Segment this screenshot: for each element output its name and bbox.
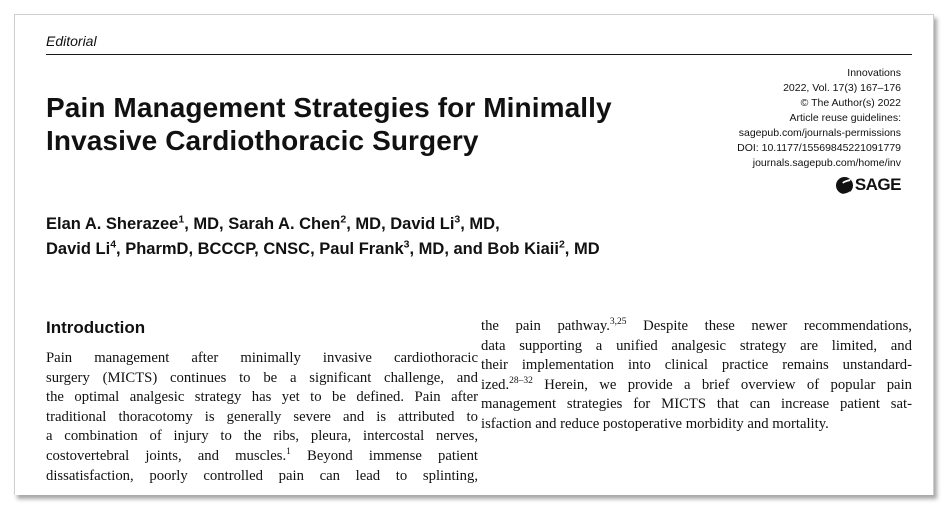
article-title-line-2: Invasive Cardiothoracic Surgery <box>46 125 479 156</box>
author-degree: , MD, and <box>409 240 488 258</box>
journal-url[interactable]: journals.sagepub.com/home/inv <box>752 157 901 169</box>
body-line <box>481 317 912 337</box>
sage-logo <box>836 175 901 195</box>
body-text: costovertebral joints, and muscles. <box>46 447 287 464</box>
author-name[interactable]: David Li <box>46 240 111 258</box>
body-line: the optimal analgesic strategy has yet to be defined. Pain after <box>46 389 478 406</box>
body-line: traditional thoracotomy is generally severe and is attributed to <box>46 408 478 425</box>
article-page <box>14 14 934 495</box>
right-column <box>481 317 912 435</box>
citation-ref[interactable]: 3,25 <box>609 317 627 328</box>
left-column <box>46 317 478 486</box>
citation-ref[interactable]: 1 <box>286 447 291 458</box>
right-column-body <box>481 317 912 435</box>
author-degree: , PharmD, BCCCP, CNSC, <box>116 240 320 258</box>
author-degree: , MD, <box>460 215 500 233</box>
body-text: Beyond immense patient <box>290 447 478 464</box>
author-line-2 <box>46 237 746 262</box>
body-line <box>46 447 478 467</box>
doi[interactable]: DOI: 10.1177/15569845221091779 <box>737 142 901 154</box>
author-degree: , MD <box>564 240 600 258</box>
reuse-label: Article reuse guidelines: <box>789 112 901 124</box>
affiliation-ref[interactable]: 1 <box>178 213 185 226</box>
body-text: ized. <box>481 376 510 393</box>
body-text: Herein, we provide a brief overview of popular pain <box>532 376 912 393</box>
article-title-line-1: Pain Management Strategies for Minimally <box>46 92 612 123</box>
author-name[interactable]: Elan A. Sherazee <box>46 215 179 233</box>
sage-logo-text: SAGE <box>854 175 901 194</box>
body-text: isfaction and reduce postoperative morbidity and mortality. <box>481 415 829 432</box>
body-text: the pain pathway. <box>481 318 610 334</box>
body-line <box>481 376 912 396</box>
copyright: © The Author(s) 2022 <box>800 97 901 109</box>
body-line <box>481 356 912 376</box>
body-line: surgery (MICTS) continues to be a significant challenge, and <box>46 369 478 386</box>
body-line <box>481 395 912 415</box>
body-line: dissatisfaction, poorly controlled pain can lead to splinting, <box>46 467 478 484</box>
author-degree: , MD, <box>346 215 391 233</box>
affiliation-ref[interactable]: 4 <box>110 238 117 251</box>
affiliation-ref[interactable]: 3 <box>403 238 410 251</box>
author-name[interactable]: David Li <box>390 215 455 233</box>
body-text: Despite these newer recommendations, <box>626 318 912 334</box>
affiliation-ref[interactable]: 2 <box>558 238 565 251</box>
citation-ref[interactable]: 28–32 <box>509 375 533 386</box>
author-name[interactable]: Sarah A. Chen <box>228 215 341 233</box>
article-title <box>46 91 686 157</box>
author-line-1 <box>46 212 746 237</box>
body-line: Pain management after minimally invasive cardiothoracic <box>46 350 478 366</box>
affiliation-ref[interactable]: 2 <box>340 213 347 226</box>
body-line <box>481 337 912 357</box>
body-line: a combination of injury to the ribs, pleura, intercostal nerves, <box>46 428 478 445</box>
section-label: Editorial <box>46 33 97 49</box>
body-text: management strategies for MICTS that can increase patient sat- <box>481 396 912 413</box>
affiliation-ref[interactable]: 3 <box>454 213 461 226</box>
section-heading-introduction: Introduction <box>46 318 146 337</box>
journal-meta <box>661 66 901 171</box>
body-line <box>481 415 912 435</box>
sage-s-icon <box>836 177 853 194</box>
journal-volume: 2022, Vol. 17(3) 167–176 <box>783 82 901 94</box>
author-degree: , MD, <box>184 215 229 233</box>
body-text: their implementation into clinical practice remains unstandard- <box>481 357 912 374</box>
author-name[interactable]: Bob Kiaii <box>487 240 559 258</box>
author-list <box>46 212 746 262</box>
header-rule <box>46 54 912 55</box>
journal-name: Innovations <box>847 67 901 79</box>
body-text: data supporting a unified analgesic strategy are limited, and <box>481 337 912 354</box>
reuse-link[interactable]: sagepub.com/journals-permissions <box>738 127 901 139</box>
left-column-body <box>46 349 478 486</box>
author-name[interactable]: Paul Frank <box>319 240 404 258</box>
